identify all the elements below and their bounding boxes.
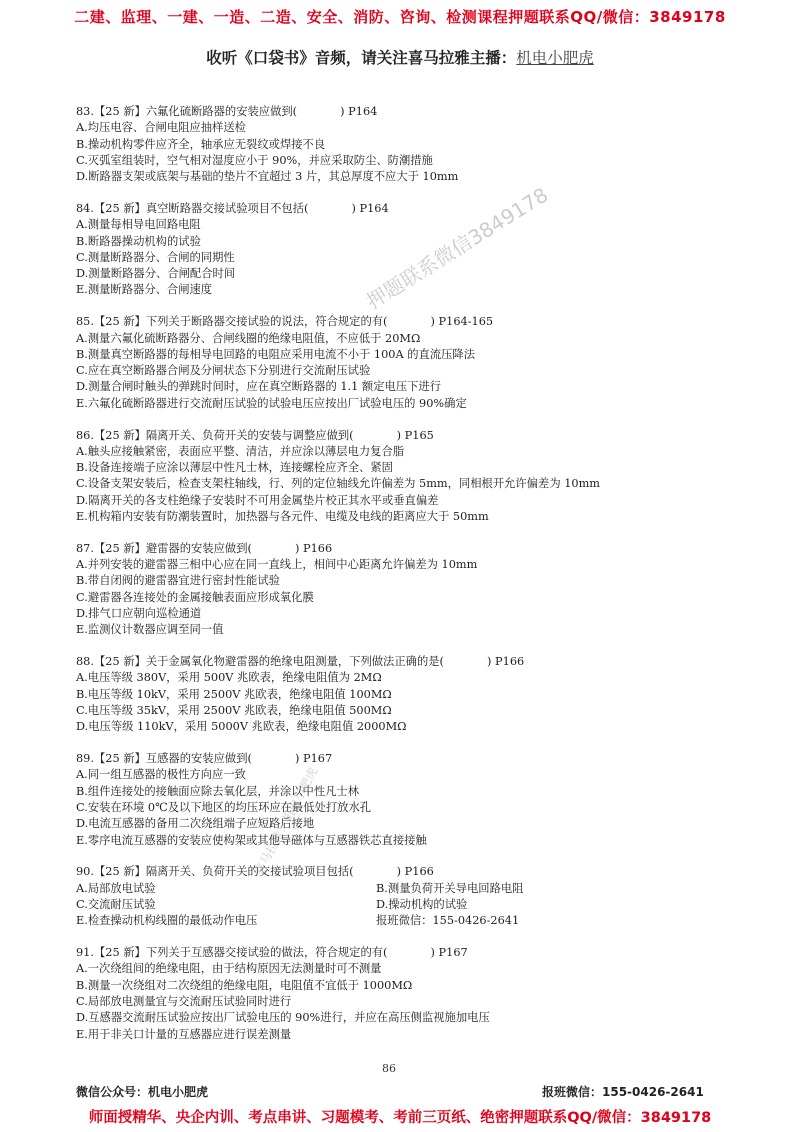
question-title: 89.【25 新】互感器的安装应做到( ) P167 <box>76 752 333 766</box>
answer-option: A.测量六氟化硫断路器分、合闸线圈的绝缘电阻值，不应低于 20MΩ <box>76 331 421 345</box>
answer-option: E.测量断路器分、合闸速度 <box>76 283 213 297</box>
question-title: 84.【25 新】真空断路器交接试验项目不包括( ) P164 <box>76 201 389 215</box>
diagonal-watermark: 押题联系微信3849178 <box>362 182 553 314</box>
question-block <box>76 104 736 185</box>
answer-option: D.测量合闸时触头的弹跳时间时，应在真空断路器的 1.1 额定电压下进行 <box>76 380 442 394</box>
answer-option: B.组件连接处的接触面应除去氧化层，并涂以中性凡士林 <box>76 784 360 798</box>
question-title: 90.【25 新】隔离开关、负荷开关的交接试验项目包括( ) P166 <box>76 865 434 879</box>
answer-option: A.同一组互感器的极性方向应一致 <box>76 768 246 782</box>
answer-option: E.六氟化硫断路器进行交流耐压试验的试验电压应按出厂试验电压的 90%确定 <box>76 396 467 410</box>
question-title: 87.【25 新】避雷器的安装应做到( ) P166 <box>76 541 333 555</box>
answer-option: B.断路器操动机构的试验 <box>76 234 201 248</box>
question-block <box>76 428 736 526</box>
answer-option: B.测量真空断路器的每相导电回路的电阻应采用电流不小于 100A 的直流压降法 <box>76 347 476 361</box>
answer-option: C.应在真空断路器合闸及分闸状态下分别进行交流耐压试验 <box>76 364 371 378</box>
question-block <box>76 654 736 735</box>
answer-option: D.电流互感器的备用二次绕组端子应短路后接地 <box>76 817 315 831</box>
wechat-account: 微信公众号：机电小肥虎 <box>76 1085 209 1099</box>
option-row <box>76 881 736 897</box>
answer-option: E.用于非关口计量的互感器应进行误差测量 <box>76 1027 292 1041</box>
answer-option: A.触头应接触紧密，表面应平整、清洁，并应涂以薄层电力复合脂 <box>76 444 405 458</box>
bottom-promo-banner: 师面授精华、央企内训、考点串讲、习题模考、考前三页纸、绝密押题联系QQ/微信：3849178 <box>88 1110 712 1126</box>
answer-option: A.并列安装的避雷器三相中心应在同一直线上，相间中心距离允许偏差为 10mm <box>76 558 478 572</box>
answer-option: C.避雷器各连接处的金属接触表面应形成氧化膜 <box>76 590 314 604</box>
answer-option: D.电压等级 110kV，采用 5000V 兆欧表，绝缘电阻值 2000MΩ <box>76 720 407 734</box>
answer-option: D.断路器支架或底架与基础的垫片不宜超过 3 片，其总厚度不应大于 10mm <box>76 170 459 184</box>
question-block <box>76 314 736 412</box>
question-list <box>76 104 736 1058</box>
answer-option: D.测量断路器分、合闸配合时间 <box>76 267 236 281</box>
signup-contact: 报班微信：155-0426-2641 <box>542 1085 704 1099</box>
question-block <box>76 201 736 299</box>
answer-option: E.检查操动机构线圈的最低动作电压 <box>76 914 258 928</box>
answer-option: C.电压等级 35kV，采用 2500V 兆欧表，绝缘电阻值 500MΩ <box>76 704 392 717</box>
answer-option: B.带自闭阀的避雷器宜进行密封性能试验 <box>76 574 280 588</box>
top-promo-banner: 二建、监理、一建、一造、二造、安全、消防、咨询、检测课程押题联系QQ/微信：3849178 <box>74 8 726 26</box>
audio-notice <box>0 46 800 68</box>
answer-option: A.测量每相导电回路电阻 <box>76 218 201 232</box>
question-title: 85.【25 新】下列关于断路器交接试验的说法，符合规定的有( ) P164-165 <box>76 315 494 329</box>
answer-option: E.监测仪计数器应调至同一值 <box>76 623 224 637</box>
question-block <box>76 751 736 849</box>
question-block <box>76 541 736 639</box>
answer-option: E.零序电流互感器的安装应使构架或其他导磁体与互感器铁芯直接接触 <box>76 833 427 847</box>
question-title: 88.【25 新】关于金属氧化物避雷器的绝缘电阻测量，下列做法正确的是( ) P166 <box>76 655 525 669</box>
answer-option: D.隔离开关的各支柱绝缘子安装时不可用金属垫片校正其水平或垂直偏差 <box>76 493 439 507</box>
answer-option: C.测量断路器分、合闸的同期性 <box>76 250 235 264</box>
answer-option: B.电压等级 10kV，采用 2500V 兆欧表，绝缘电阻值 100MΩ <box>76 687 392 701</box>
host-name-link[interactable]: 机电小肥虎 <box>516 49 594 67</box>
answer-option: D.操动机构的试验 <box>376 897 468 911</box>
option-row <box>76 897 736 913</box>
question-title: 86.【25 新】隔离开关、负荷开关的安装与调整应做到( ) P165 <box>76 428 434 442</box>
answer-option: B.设备连接端子应涂以薄层中性凡士林，连接螺栓应齐全、紧固 <box>76 461 393 475</box>
answer-option: A.电压等级 380V，采用 500V 兆欧表，绝缘电阻值为 2MΩ <box>76 671 382 685</box>
question-title: 91.【25 新】下列关于互感器交接试验的做法，符合规定的有( ) P167 <box>76 946 468 960</box>
answer-option: C.交流耐压试验 <box>76 897 156 911</box>
small-watermark: 喜马拉雅：机电小肥虎 <box>251 764 321 878</box>
answer-option: 报班微信：155-0426-2641 <box>376 914 520 928</box>
answer-option: B.测量一次绕组对二次绕组的绝缘电阻，电阻值不宜低于 1000MΩ <box>76 978 413 992</box>
question-title: 83.【25 新】六氟化硫断路器的安装应做到( ) P164 <box>76 105 378 118</box>
question-block <box>76 864 736 929</box>
answer-option: C.安装在环境 0℃及以下地区的均压环应在最低处打放水孔 <box>76 800 372 814</box>
answer-option: E.机构箱内安装有防潮装置时，加热器与各元件、电缆及电线的距离应大于 50mm <box>76 510 489 524</box>
answer-option: C.灭弧室组装时，空气相对湿度应小于 90%，并应采取防尘、防潮措施 <box>76 153 433 167</box>
answer-option: B.测量负荷开关导电回路电阻 <box>376 881 524 895</box>
question-block <box>76 945 736 1043</box>
answer-option: D.排气口应朝向巡检通道 <box>76 607 202 621</box>
page-number: 86 <box>382 1062 396 1075</box>
answer-option: C.局部放电测量宜与交流耐压试验同时进行 <box>76 994 292 1008</box>
answer-option: A.一次绕组间的绝缘电阻，由于结构原因无法测量时可不测量 <box>76 962 382 976</box>
answer-option: B.操动机构零件应齐全，轴承应无裂纹或焊接不良 <box>76 137 326 151</box>
answer-option: C.设备支架安装后，检查支架柱轴线，行、列的定位轴线允许偏差为 5mm，同相根开允许偏差为 10mm <box>76 477 601 491</box>
audio-notice-text: 收听《口袋书》音频，请关注喜马拉雅主播： <box>206 49 517 67</box>
option-row <box>76 913 736 929</box>
answer-option: D.互感器交流耐压试验应按出厂试验电压的 90%进行，并应在高压侧监视施加电压 <box>76 1011 490 1025</box>
answer-option: A.局部放电试验 <box>76 881 156 895</box>
answer-option: A.均压电容、合闸电阻应抽样送检 <box>76 121 246 135</box>
